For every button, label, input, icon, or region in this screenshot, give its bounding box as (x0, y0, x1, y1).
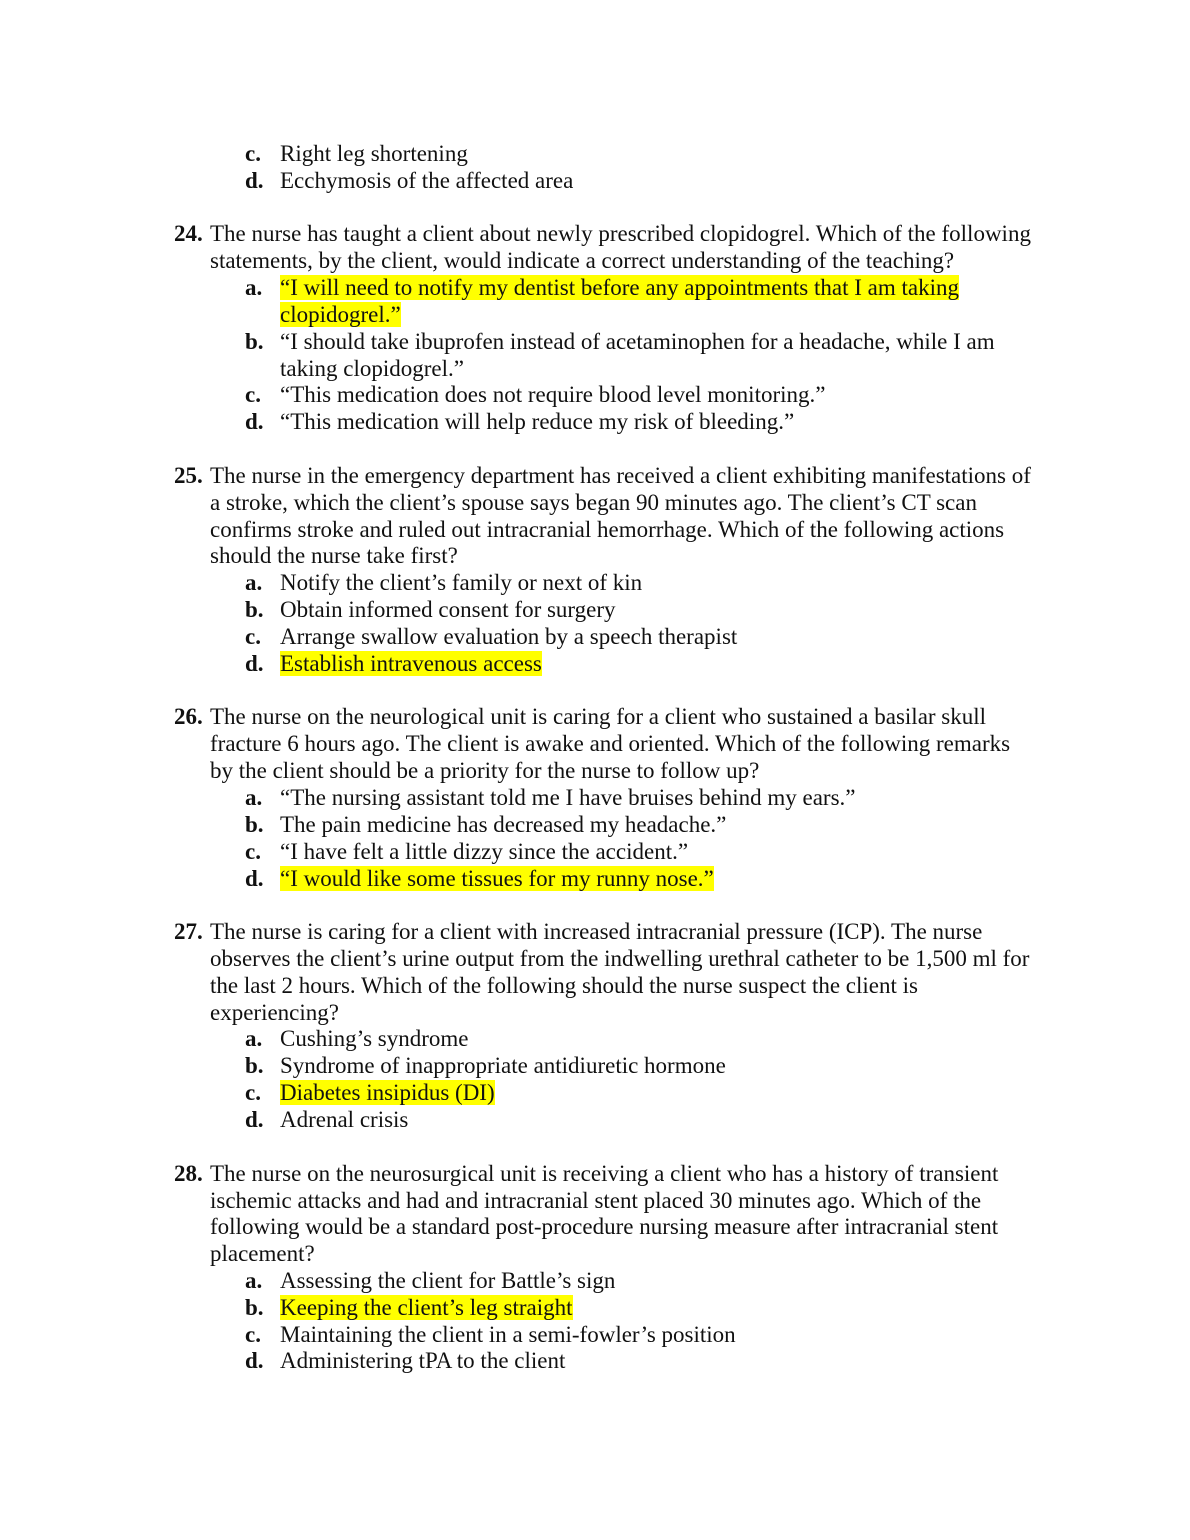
option-letter: c. (245, 1080, 261, 1105)
option-letter: a. (245, 275, 263, 300)
question-stem-line: a stroke, which the client’s spouse says began 90 minutes ago. The client’s CT scan (210, 490, 977, 515)
question-stem-line: the last 2 hours. Which of the following should the nurse suspect the client is (210, 973, 918, 998)
option-text-correct: “I will need to notify my dentist before any appointments that I am taking (280, 275, 959, 300)
question-stem-line: confirms stroke and ruled out intracranial hemorrhage. Which of the following actions (210, 517, 1005, 542)
question-stem-line: The nurse on the neurosurgical unit is receiving a client who has a history of transient (210, 1161, 999, 1186)
option-text: “This medication does not require blood level monitoring.” (280, 382, 826, 407)
question-stem-line: placement? (210, 1241, 315, 1266)
option-letter: d. (245, 866, 264, 891)
option-letter: d. (245, 168, 264, 193)
option-text: “I have felt a little dizzy since the accident.” (280, 839, 689, 864)
option-text: taking clopidogrel.” (280, 356, 464, 381)
option-letter: d. (245, 1348, 264, 1373)
option-letter: b. (245, 597, 264, 622)
option-letter: a. (245, 1026, 263, 1051)
question-stem-line: by the client should be a priority for the nurse to follow up? (210, 758, 760, 783)
option-text: Administering tPA to the client (280, 1348, 566, 1373)
option-text: Ecchymosis of the affected area (280, 168, 574, 193)
question-stem-line: should the nurse take first? (210, 543, 458, 568)
option-letter: a. (245, 570, 263, 595)
option-letter: a. (245, 1268, 263, 1293)
option-text: Adrenal crisis (280, 1107, 409, 1132)
option-letter: b. (245, 329, 264, 354)
question-number: 27. (174, 919, 203, 944)
option-text-correct: Diabetes insipidus (DI) (280, 1080, 495, 1105)
question-stem-line: experiencing? (210, 1000, 339, 1025)
question-number: 28. (174, 1161, 203, 1186)
option-letter: b. (245, 812, 264, 837)
question-stem-line: fracture 6 hours ago. The client is awake and oriented. Which of the following remarks (210, 731, 1011, 756)
option-text: Arrange swallow evaluation by a speech therapist (280, 624, 738, 649)
option-text: “The nursing assistant told me I have bruises behind my ears.” (280, 785, 856, 810)
question-number: 25. (174, 463, 203, 488)
option-letter: c. (245, 141, 261, 166)
question-number: 24. (174, 221, 203, 246)
option-text: Assessing the client for Battle’s sign (280, 1268, 616, 1293)
option-letter: b. (245, 1295, 264, 1320)
question-stem-line: statements, by the client, would indicate a correct understanding of the teaching? (210, 248, 955, 273)
question-stem-line: The nurse has taught a client about newly prescribed clopidogrel. Which of the following (210, 221, 1031, 246)
option-letter: a. (245, 785, 263, 810)
option-letter: b. (245, 1053, 264, 1078)
question-stem-line: following would be a standard post-procedure nursing measure after intracranial stent (210, 1214, 999, 1239)
option-letter: d. (245, 1107, 264, 1132)
question-stem-line: The nurse on the neurological unit is caring for a client who sustained a basilar skull (210, 704, 987, 729)
option-text: Maintaining the client in a semi-fowler’s position (280, 1322, 736, 1347)
option-letter: c. (245, 382, 261, 407)
question-stem-line: observes the client’s urine output from the indwelling urethral catheter to be 1,500 ml for (210, 946, 1030, 971)
option-letter: c. (245, 1322, 261, 1347)
question-stem-line: The nurse in the emergency department has received a client exhibiting manifestations of (210, 463, 1031, 488)
option-text: The pain medicine has decreased my headache.” (280, 812, 727, 837)
option-text: Obtain informed consent for surgery (280, 597, 616, 622)
question-stem-line: The nurse is caring for a client with increased intracranial pressure (ICP). The nurse (210, 919, 983, 944)
option-letter: c. (245, 624, 261, 649)
option-letter: d. (245, 651, 264, 676)
option-text: “I should take ibuprofen instead of acetaminophen for a headache, while I am (280, 329, 995, 354)
option-text-correct: Keeping the client’s leg straight (280, 1295, 573, 1320)
option-text-correct: Establish intravenous access (280, 651, 542, 676)
option-text-correct: “I would like some tissues for my runny nose.” (280, 866, 714, 891)
question-number: 26. (174, 704, 203, 729)
option-text: Cushing’s syndrome (280, 1026, 469, 1051)
option-text: Syndrome of inappropriate antidiuretic hormone (280, 1053, 726, 1078)
option-text-correct: clopidogrel.” (280, 302, 401, 327)
option-text: “This medication will help reduce my risk of bleeding.” (280, 409, 795, 434)
option-letter: d. (245, 409, 264, 434)
option-letter: c. (245, 839, 261, 864)
option-text: Notify the client’s family or next of kin (280, 570, 643, 595)
question-stem-line: ischemic attacks and had and intracranial stent placed 30 minutes ago. Which of the (210, 1188, 982, 1213)
option-text: Right leg shortening (280, 141, 468, 166)
